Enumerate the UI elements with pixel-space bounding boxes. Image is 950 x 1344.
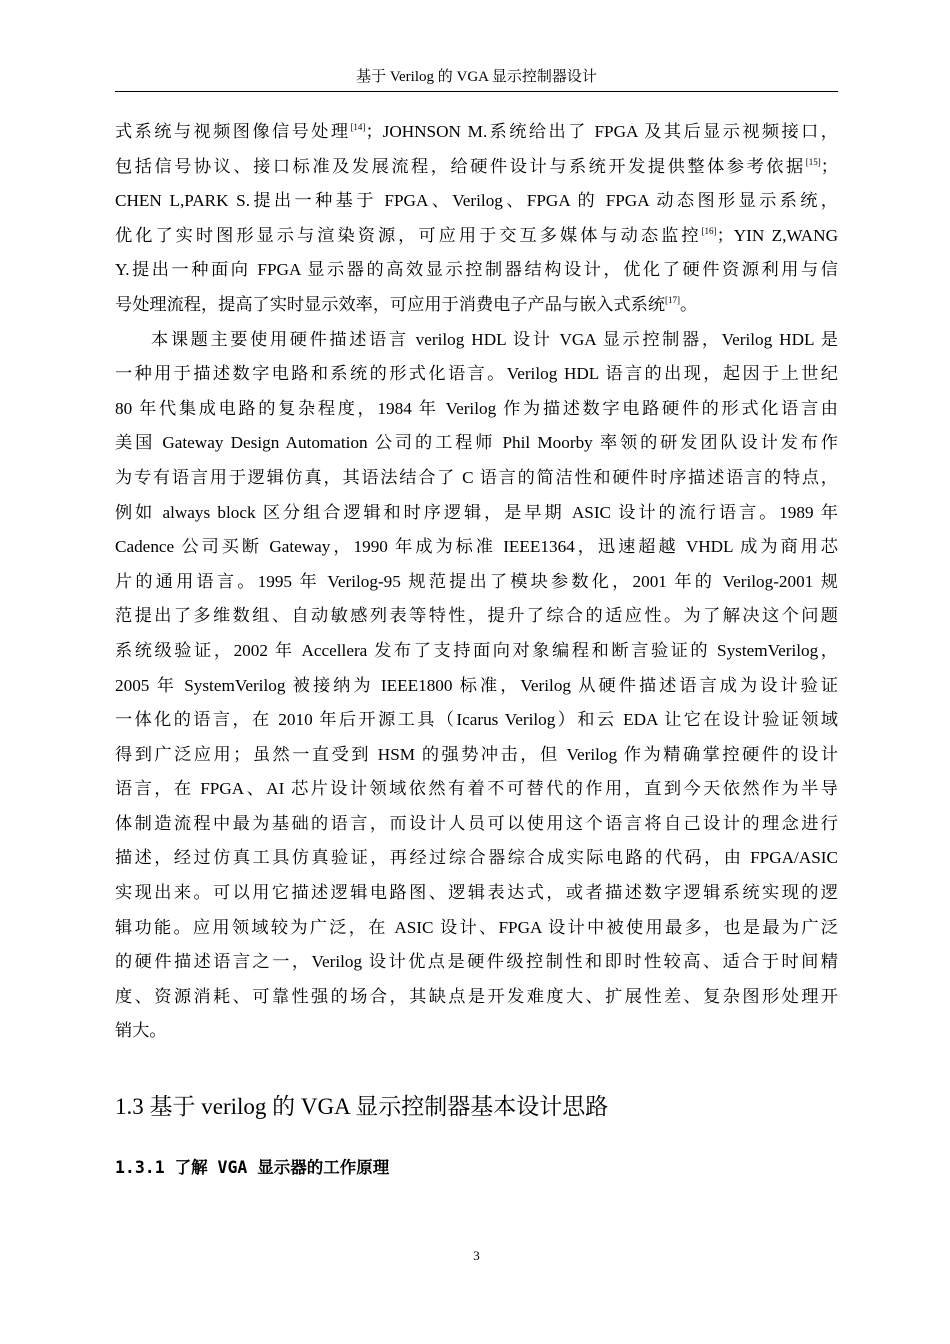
text-segment: 销大。 [115,1021,167,1041]
text-line [115,980,838,1015]
text-line [115,634,838,669]
text-line [115,253,838,288]
text-line [115,530,838,565]
citation-superscript: [17] [665,294,681,305]
text-segment: 例如 always block 区分组合逻辑和时序逻辑，是早期 ASIC 设计的流行语言。1989 年 [115,502,838,522]
text-segment: 体制造流程中最为基础的语言，而设计人员可以使用这个语言将自己设计的理念进行 [115,813,838,833]
text-line [115,945,838,980]
paragraph-references [115,115,838,323]
section-heading: 1.3 基于 verilog 的 VGA 显示控制器基本设计思路 [115,1094,609,1119]
text-segment: 为专有语言用于逻辑仿真，其语法结合了 C 语言的简洁性和硬件时序描述语言的特点， [115,467,838,487]
text-segment: 实现出来。可以用它描述逻辑电路图、逻辑表达式，或者描述数字逻辑系统实现的逻 [115,883,838,903]
body-text [115,115,838,1049]
text-line [115,876,838,911]
text-segment: ；YIN Z,WANG [716,225,838,245]
text-line [115,496,838,531]
text-segment: CHEN L,PARK S.提出一种基于 FPGA、Verilog、FPGA 的 FPGA 动态图形显示系统， [115,191,838,211]
citation-superscript: [15] [805,156,821,167]
text-segment: 一体化的语言，在 2010 年后开源工具（Icarus Verilog）和云 EDA 让它在设计验证领域 [115,710,838,730]
header-rule [115,91,838,92]
text-segment: 本课题主要使用硬件描述语言 verilog HDL 设计 VGA 显示控制器，Verilog HDL 是 [151,329,838,349]
text-line [115,150,838,185]
text-segment: 系统级验证，2002 年 Accellera 发布了支持面向对象编程和断言验证的 SystemVerilog， [115,640,838,660]
text-segment: 描述，经过仿真工具仿真验证，再经过综合器综合成实际电路的代码，由 FPGA/ASIC [115,848,838,868]
citation-superscript: [14] [350,122,366,132]
text-segment: Cadence 公司买断 Gateway，1990 年成为标准 IEEE1364，迅速超越 VHDL 成为商用芯 [115,537,838,557]
page-header: 基于 Verilog 的 VGA 显示控制器设计 [356,69,597,85]
text-line [115,288,838,323]
text-line [115,392,838,427]
text-segment: 优化了实时图形显示与渲染资源，可应用于交互多媒体与动态监控 [115,225,702,245]
text-segment: 一种用于描述数字电路和系统的形式化语言。Verilog HDL 语言的出现，起因于上世纪 [115,364,838,384]
text-line [115,357,838,392]
text-line [115,703,838,738]
text-line [115,323,838,358]
text-line [115,599,838,634]
text-segment: 80 年代集成电路的复杂程度，1984 年 Verilog 作为描述数字电路硬件的形式化语言由 [115,398,838,418]
text-segment: 语言，在 FPGA、AI 芯片设计领域依然有着不可替代的作用，直到今天依然作为半导 [115,779,838,799]
text-segment: ；JOHNSON M.系统给出了 FPGA 及其后显示视频接口， [365,122,838,141]
text-segment: 式系统与视频图像信号处理 [115,122,351,141]
text-line [115,841,838,876]
text-segment: 片的通用语言。1995 年 Verilog-95 规范提出了模块参数化，2001 年的 Verilog-2001 规 [115,571,838,591]
text-line [115,565,838,600]
text-line [115,461,838,496]
text-segment: 范提出了多维数组、自动敏感列表等特性，提升了综合的适应性。为了解决这个问题 [115,606,838,626]
citation-superscript: [16] [701,225,717,236]
text-segment: 辑功能。应用领域较为广泛，在 ASIC 设计、FPGA 设计中被使用最多，也是最为广泛 [115,917,838,937]
text-line [115,911,838,946]
text-line [115,1014,838,1049]
text-line [115,115,838,150]
text-segment: 美国 Gateway Design Automation 公司的工程师 Phil Moorby 率领的研发团队设计发布作 [115,433,838,453]
text-line [115,219,838,254]
text-segment: 度、资源消耗、可靠性强的场合，其缺点是开发难度大、扩展性差、复杂图形处理开 [115,986,838,1006]
text-segment: 号处理流程，提高了实时显示效率，可应用于消费电子产品与嵌入式系统 [115,294,666,314]
text-line [115,669,838,704]
text-line [115,426,838,461]
text-segment: 包括信号协议、接口标准及发展流程，给硬件设计与系统开发提供整体参考依据 [115,156,806,176]
text-line [115,184,838,219]
text-segment: ； [820,156,838,176]
subsection-heading: 1.3.1 了解 VGA 显示器的工作原理 [115,1158,390,1177]
page-number: 3 [473,1248,480,1263]
text-segment: 得到广泛应用；虽然一直受到 HSM 的强势冲击，但 Verilog 作为精确掌控硬件的设计 [115,744,838,764]
text-segment: Y.提出一种面向 FPGA 显示器的高效显示控制器结构设计，优化了硬件资源利用与信 [115,260,838,280]
text-line [115,738,838,773]
text-line [115,772,838,807]
text-segment: 2005 年 SystemVerilog 被接纳为 IEEE1800 标准，Verilog 从硬件描述语言成为设计验证 [115,675,838,695]
paragraph-verilog-history [115,323,838,1049]
text-segment: 的硬件描述语言之一，Verilog 设计优点是硬件级控制性和即时性较高、适合于时间精 [115,952,838,972]
text-line [115,807,838,842]
text-segment: 。 [680,294,698,314]
